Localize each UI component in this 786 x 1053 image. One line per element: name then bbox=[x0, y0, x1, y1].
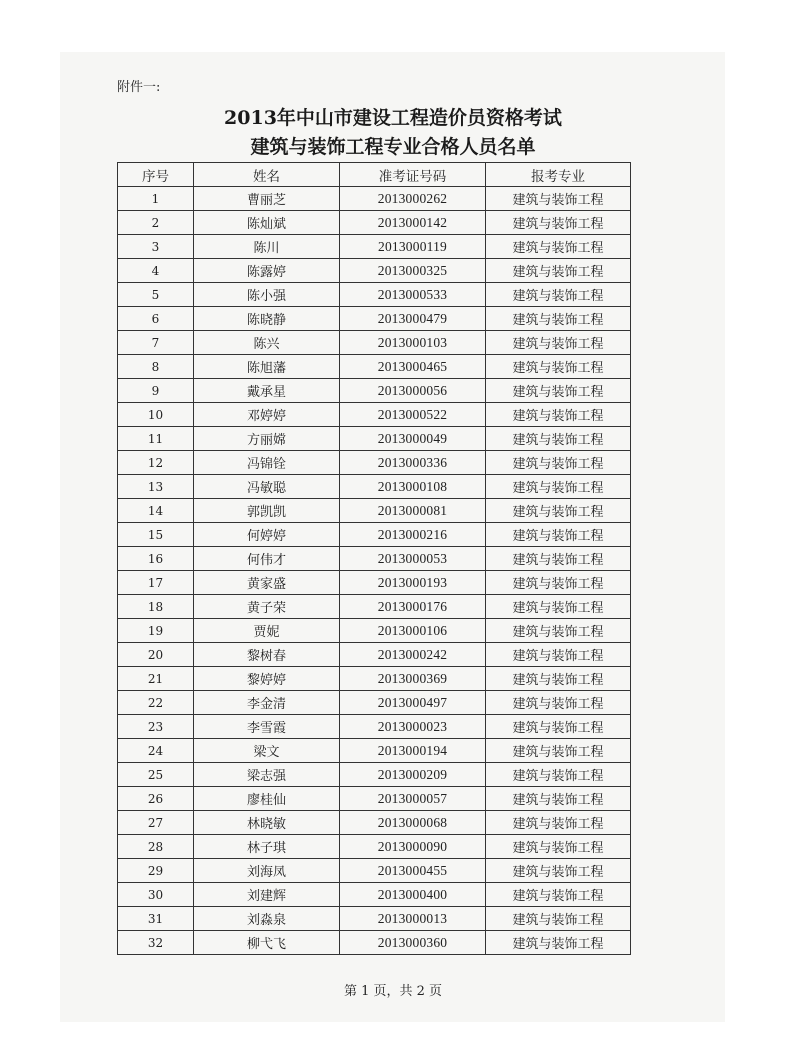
row-seq: 23 bbox=[118, 715, 194, 739]
table-row bbox=[118, 187, 631, 211]
row-exam-id: 2013000242 bbox=[340, 643, 486, 667]
row-major: 建筑与装饰工程 bbox=[486, 667, 631, 691]
row-name: 贾妮 bbox=[194, 619, 340, 643]
row-exam-id: 2013000209 bbox=[340, 763, 486, 787]
row-exam-id: 2013000068 bbox=[340, 811, 486, 835]
row-name: 刘海凤 bbox=[194, 859, 340, 883]
table-row bbox=[118, 211, 631, 235]
row-major: 建筑与装饰工程 bbox=[486, 643, 631, 667]
row-seq: 2 bbox=[118, 211, 194, 235]
row-name: 郭凯凯 bbox=[194, 499, 340, 523]
row-seq: 16 bbox=[118, 547, 194, 571]
row-exam-id: 2013000336 bbox=[340, 451, 486, 475]
row-seq: 9 bbox=[118, 379, 194, 403]
row-major: 建筑与装饰工程 bbox=[486, 451, 631, 475]
table-row bbox=[118, 835, 631, 859]
row-exam-id: 2013000465 bbox=[340, 355, 486, 379]
row-major: 建筑与装饰工程 bbox=[486, 523, 631, 547]
row-name: 何婷婷 bbox=[194, 523, 340, 547]
row-name: 柳弋飞 bbox=[194, 931, 340, 955]
row-seq: 31 bbox=[118, 907, 194, 931]
row-seq: 12 bbox=[118, 451, 194, 475]
row-name: 梁文 bbox=[194, 739, 340, 763]
row-exam-id: 2013000479 bbox=[340, 307, 486, 331]
row-seq: 17 bbox=[118, 571, 194, 595]
row-exam-id: 2013000142 bbox=[340, 211, 486, 235]
row-seq: 7 bbox=[118, 331, 194, 355]
row-exam-id: 2013000056 bbox=[340, 379, 486, 403]
row-name: 林晓敏 bbox=[194, 811, 340, 835]
row-exam-id: 2013000194 bbox=[340, 739, 486, 763]
row-seq: 28 bbox=[118, 835, 194, 859]
page-footer: 第 1 页，共 2 页 bbox=[343, 984, 443, 999]
row-exam-id: 2013000057 bbox=[340, 787, 486, 811]
row-name: 黄子荣 bbox=[194, 595, 340, 619]
document-subtitle: 建筑与装饰工程专业合格人员名单 bbox=[250, 136, 536, 158]
row-seq: 15 bbox=[118, 523, 194, 547]
row-seq: 5 bbox=[118, 283, 194, 307]
row-seq: 10 bbox=[118, 403, 194, 427]
table-row bbox=[118, 883, 631, 907]
table-row bbox=[118, 787, 631, 811]
row-exam-id: 2013000176 bbox=[340, 595, 486, 619]
row-major: 建筑与装饰工程 bbox=[486, 739, 631, 763]
row-exam-id: 2013000262 bbox=[340, 187, 486, 211]
table-row bbox=[118, 427, 631, 451]
table-row bbox=[118, 475, 631, 499]
table-row bbox=[118, 523, 631, 547]
header-exam-id: 准考证号码 bbox=[340, 163, 486, 187]
row-seq: 32 bbox=[118, 931, 194, 955]
row-exam-id: 2013000533 bbox=[340, 283, 486, 307]
document-title: 2013年中山市建设工程造价员资格考试 bbox=[224, 107, 562, 129]
table-row bbox=[118, 691, 631, 715]
row-major: 建筑与装饰工程 bbox=[486, 283, 631, 307]
row-name: 戴承星 bbox=[194, 379, 340, 403]
row-seq: 14 bbox=[118, 499, 194, 523]
row-name: 李雪霞 bbox=[194, 715, 340, 739]
row-name: 陈露婷 bbox=[194, 259, 340, 283]
row-major: 建筑与装饰工程 bbox=[486, 883, 631, 907]
table-row bbox=[118, 499, 631, 523]
row-exam-id: 2013000081 bbox=[340, 499, 486, 523]
row-seq: 29 bbox=[118, 859, 194, 883]
row-exam-id: 2013000053 bbox=[340, 547, 486, 571]
attachment-label: 附件一: bbox=[117, 80, 161, 95]
row-name: 林子琪 bbox=[194, 835, 340, 859]
row-name: 黄家盛 bbox=[194, 571, 340, 595]
table-row bbox=[118, 355, 631, 379]
row-seq: 21 bbox=[118, 667, 194, 691]
row-major: 建筑与装饰工程 bbox=[486, 595, 631, 619]
row-seq: 8 bbox=[118, 355, 194, 379]
row-name: 陈晓静 bbox=[194, 307, 340, 331]
row-name: 黎婷婷 bbox=[194, 667, 340, 691]
row-seq: 24 bbox=[118, 739, 194, 763]
row-name: 陈川 bbox=[194, 235, 340, 259]
row-major: 建筑与装饰工程 bbox=[486, 619, 631, 643]
row-name: 刘淼泉 bbox=[194, 907, 340, 931]
row-exam-id: 2013000119 bbox=[340, 235, 486, 259]
row-major: 建筑与装饰工程 bbox=[486, 499, 631, 523]
row-major: 建筑与装饰工程 bbox=[486, 547, 631, 571]
row-exam-id: 2013000049 bbox=[340, 427, 486, 451]
row-major: 建筑与装饰工程 bbox=[486, 787, 631, 811]
row-major: 建筑与装饰工程 bbox=[486, 187, 631, 211]
table-row bbox=[118, 739, 631, 763]
row-exam-id: 2013000369 bbox=[340, 667, 486, 691]
row-name: 陈兴 bbox=[194, 331, 340, 355]
row-major: 建筑与装饰工程 bbox=[486, 331, 631, 355]
table-row bbox=[118, 643, 631, 667]
table-row bbox=[118, 379, 631, 403]
row-exam-id: 2013000108 bbox=[340, 475, 486, 499]
table-row bbox=[118, 619, 631, 643]
table-row bbox=[118, 403, 631, 427]
header-name: 姓名 bbox=[194, 163, 340, 187]
row-seq: 6 bbox=[118, 307, 194, 331]
row-seq: 27 bbox=[118, 811, 194, 835]
table-row bbox=[118, 547, 631, 571]
row-major: 建筑与装饰工程 bbox=[486, 931, 631, 955]
table-row bbox=[118, 859, 631, 883]
row-seq: 22 bbox=[118, 691, 194, 715]
table-row bbox=[118, 595, 631, 619]
table-row bbox=[118, 451, 631, 475]
row-name: 黎树春 bbox=[194, 643, 340, 667]
row-seq: 25 bbox=[118, 763, 194, 787]
row-major: 建筑与装饰工程 bbox=[486, 403, 631, 427]
header-seq: 序号 bbox=[118, 163, 194, 187]
row-major: 建筑与装饰工程 bbox=[486, 811, 631, 835]
row-exam-id: 2013000522 bbox=[340, 403, 486, 427]
table-row bbox=[118, 931, 631, 955]
header-major: 报考专业 bbox=[486, 163, 631, 187]
row-name: 冯锦铨 bbox=[194, 451, 340, 475]
table-row bbox=[118, 763, 631, 787]
row-name: 曹丽芝 bbox=[194, 187, 340, 211]
row-exam-id: 2013000360 bbox=[340, 931, 486, 955]
row-seq: 18 bbox=[118, 595, 194, 619]
row-seq: 30 bbox=[118, 883, 194, 907]
row-name: 陈小强 bbox=[194, 283, 340, 307]
row-major: 建筑与装饰工程 bbox=[486, 859, 631, 883]
row-major: 建筑与装饰工程 bbox=[486, 307, 631, 331]
row-major: 建筑与装饰工程 bbox=[486, 427, 631, 451]
row-name: 刘建辉 bbox=[194, 883, 340, 907]
row-name: 陈旭藩 bbox=[194, 355, 340, 379]
row-seq: 13 bbox=[118, 475, 194, 499]
row-exam-id: 2013000400 bbox=[340, 883, 486, 907]
row-major: 建筑与装饰工程 bbox=[486, 211, 631, 235]
row-major: 建筑与装饰工程 bbox=[486, 571, 631, 595]
row-major: 建筑与装饰工程 bbox=[486, 691, 631, 715]
row-seq: 26 bbox=[118, 787, 194, 811]
row-seq: 3 bbox=[118, 235, 194, 259]
table-row bbox=[118, 667, 631, 691]
row-exam-id: 2013000103 bbox=[340, 331, 486, 355]
row-name: 李金清 bbox=[194, 691, 340, 715]
row-major: 建筑与装饰工程 bbox=[486, 259, 631, 283]
table-row bbox=[118, 811, 631, 835]
row-seq: 19 bbox=[118, 619, 194, 643]
row-exam-id: 2013000455 bbox=[340, 859, 486, 883]
row-major: 建筑与装饰工程 bbox=[486, 907, 631, 931]
row-major: 建筑与装饰工程 bbox=[486, 379, 631, 403]
row-exam-id: 2013000325 bbox=[340, 259, 486, 283]
table-body bbox=[118, 187, 631, 955]
row-exam-id: 2013000013 bbox=[340, 907, 486, 931]
table-row bbox=[118, 259, 631, 283]
row-major: 建筑与装饰工程 bbox=[486, 355, 631, 379]
table-row bbox=[118, 907, 631, 931]
row-exam-id: 2013000216 bbox=[340, 523, 486, 547]
table-row bbox=[118, 715, 631, 739]
table-row bbox=[118, 331, 631, 355]
row-name: 邓婷婷 bbox=[194, 403, 340, 427]
row-name: 梁志强 bbox=[194, 763, 340, 787]
row-major: 建筑与装饰工程 bbox=[486, 835, 631, 859]
row-exam-id: 2013000497 bbox=[340, 691, 486, 715]
table-row bbox=[118, 283, 631, 307]
table-row bbox=[118, 307, 631, 331]
row-exam-id: 2013000090 bbox=[340, 835, 486, 859]
row-name: 何伟才 bbox=[194, 547, 340, 571]
table-row bbox=[118, 571, 631, 595]
row-seq: 4 bbox=[118, 259, 194, 283]
table-header-row bbox=[118, 163, 631, 187]
table-row bbox=[118, 235, 631, 259]
row-exam-id: 2013000193 bbox=[340, 571, 486, 595]
row-exam-id: 2013000023 bbox=[340, 715, 486, 739]
row-major: 建筑与装饰工程 bbox=[486, 763, 631, 787]
row-exam-id: 2013000106 bbox=[340, 619, 486, 643]
row-seq: 11 bbox=[118, 427, 194, 451]
row-major: 建筑与装饰工程 bbox=[486, 715, 631, 739]
row-name: 方丽嫦 bbox=[194, 427, 340, 451]
row-name: 廖桂仙 bbox=[194, 787, 340, 811]
row-name: 冯敏聪 bbox=[194, 475, 340, 499]
row-major: 建筑与装饰工程 bbox=[486, 475, 631, 499]
row-name: 陈灿斌 bbox=[194, 211, 340, 235]
row-major: 建筑与装饰工程 bbox=[486, 235, 631, 259]
qualified-roster-table bbox=[117, 162, 631, 955]
row-seq: 20 bbox=[118, 643, 194, 667]
row-seq: 1 bbox=[118, 187, 194, 211]
